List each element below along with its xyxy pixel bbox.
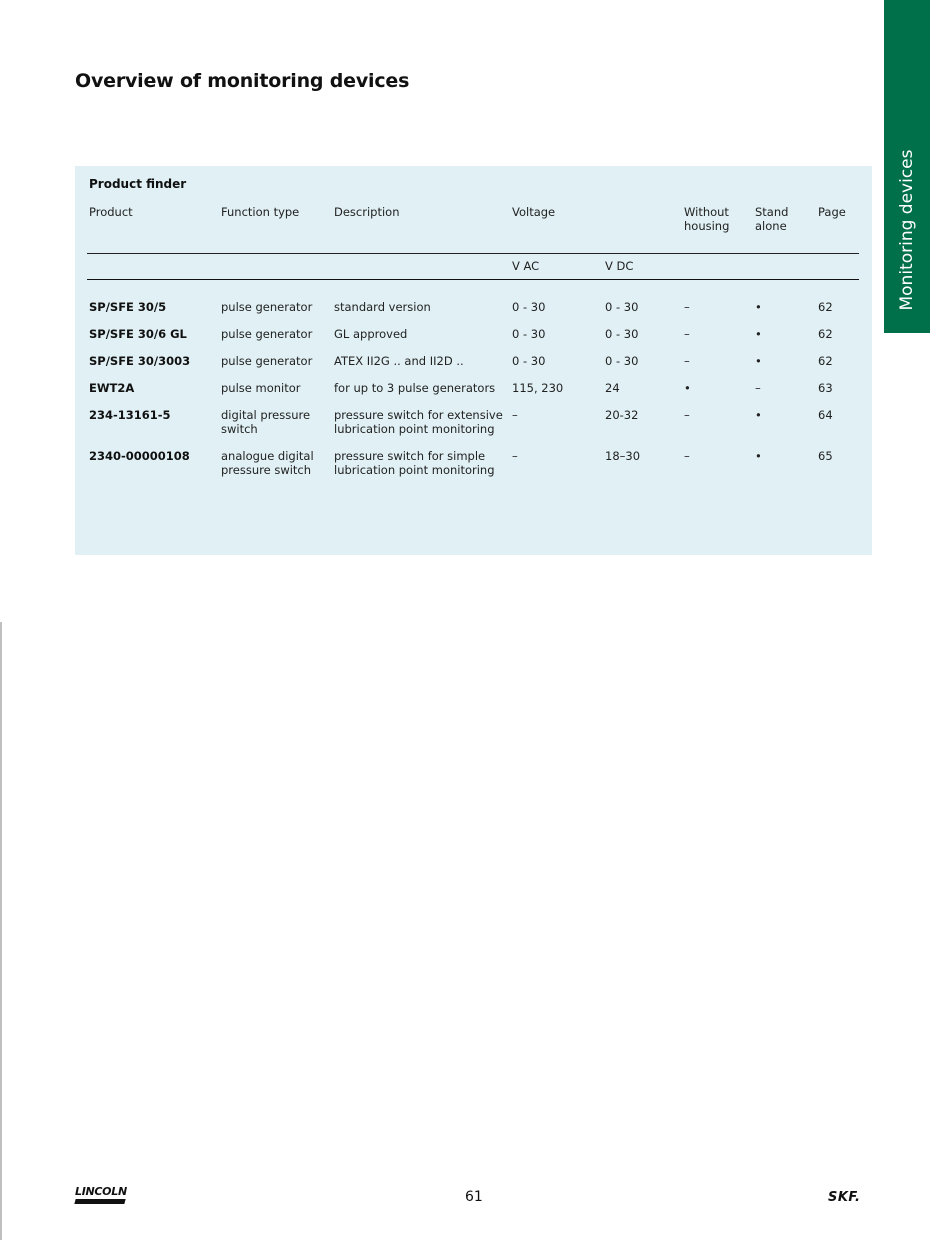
header-page: Page bbox=[818, 205, 846, 219]
row-page: 62 bbox=[818, 327, 833, 341]
header-stand-alone-line1: Stand bbox=[755, 205, 789, 219]
row-function-type: pulse generator bbox=[221, 327, 313, 341]
row-stand-alone: • bbox=[755, 327, 762, 341]
row-stand-alone: • bbox=[755, 408, 762, 422]
header-voltage: Voltage bbox=[512, 205, 556, 219]
row-function-type-line2: switch bbox=[221, 422, 258, 436]
row-product: 2340-00000108 bbox=[89, 449, 190, 463]
section-tab bbox=[884, 0, 930, 333]
row-function-type: pulse monitor bbox=[221, 381, 301, 395]
row-page: 63 bbox=[818, 381, 833, 395]
row-stand-alone: • bbox=[755, 354, 762, 368]
row-stand-alone: • bbox=[755, 449, 762, 463]
row-without-housing: – bbox=[684, 449, 690, 463]
row-vac: 115, 230 bbox=[512, 381, 564, 395]
row-vac: – bbox=[512, 408, 518, 422]
lincoln-logo-text: LINCOLN bbox=[75, 1185, 127, 1198]
header-without-housing-line1: Without bbox=[684, 205, 729, 219]
header-stand-alone-line2: alone bbox=[755, 219, 787, 233]
row-vac: 0 - 30 bbox=[512, 354, 546, 368]
row-page: 62 bbox=[818, 354, 833, 368]
row-vdc: 0 - 30 bbox=[605, 327, 639, 341]
row-vdc: 18–30 bbox=[605, 449, 641, 463]
header-bottom-rule bbox=[87, 279, 859, 280]
row-stand-alone: – bbox=[755, 381, 761, 395]
row-vac: 0 - 30 bbox=[512, 300, 546, 314]
row-stand-alone: • bbox=[755, 300, 762, 314]
row-vac: 0 - 30 bbox=[512, 327, 546, 341]
row-function-type-line2: pressure switch bbox=[221, 463, 312, 477]
row-page: 62 bbox=[818, 300, 833, 314]
page-title: Overview of monitoring devices bbox=[75, 70, 410, 92]
row-function-type: pulse generator bbox=[221, 354, 313, 368]
row-vdc: 0 - 30 bbox=[605, 300, 639, 314]
row-page: 65 bbox=[818, 449, 833, 463]
row-description: pressure switch for extensive bbox=[334, 408, 503, 422]
row-description: GL approved bbox=[334, 327, 408, 341]
row-vdc: 20-32 bbox=[605, 408, 639, 422]
header-function-type: Function type bbox=[221, 205, 300, 219]
row-without-housing: – bbox=[684, 300, 690, 314]
row-product: 234-13161-5 bbox=[89, 408, 171, 422]
row-product: SP/SFE 30/6 GL bbox=[89, 327, 187, 341]
product-finder-title: Product finder bbox=[89, 177, 187, 191]
header-vdc: V DC bbox=[605, 259, 634, 273]
row-without-housing: – bbox=[684, 327, 690, 341]
page-number: 61 bbox=[465, 1189, 483, 1205]
lincoln-logo bbox=[75, 1185, 127, 1204]
row-vdc: 24 bbox=[605, 381, 620, 395]
row-without-housing: • bbox=[684, 381, 691, 395]
skf-logo: SKF. bbox=[828, 1190, 861, 1205]
product-finder-table bbox=[75, 166, 872, 555]
header-vac: V AC bbox=[512, 259, 540, 273]
row-vac: – bbox=[512, 449, 518, 463]
row-product: SP/SFE 30/3003 bbox=[89, 354, 191, 368]
row-product: SP/SFE 30/5 bbox=[89, 300, 167, 314]
row-page: 64 bbox=[818, 408, 833, 422]
header-divider bbox=[87, 253, 859, 254]
page-edge bbox=[0, 622, 2, 1240]
header-product: Product bbox=[89, 205, 133, 219]
lincoln-logo-bar bbox=[74, 1199, 125, 1204]
row-product: EWT2A bbox=[89, 381, 135, 395]
section-tab-label: Monitoring devices bbox=[897, 149, 917, 311]
row-function-type: digital pressure bbox=[221, 408, 311, 422]
header-without-housing-line2: housing bbox=[684, 219, 730, 233]
row-description: pressure switch for simple bbox=[334, 449, 486, 463]
row-without-housing: – bbox=[684, 408, 690, 422]
row-function-type: analogue digital bbox=[221, 449, 314, 463]
row-description: standard version bbox=[334, 300, 431, 314]
header-description: Description bbox=[334, 205, 400, 219]
row-without-housing: – bbox=[684, 354, 690, 368]
row-description-line2: lubrication point monitoring bbox=[334, 463, 495, 477]
row-description-line2: lubrication point monitoring bbox=[334, 422, 495, 436]
row-function-type: pulse generator bbox=[221, 300, 313, 314]
row-description: ATEX II2G .. and II2D .. bbox=[334, 354, 464, 368]
row-vdc: 0 - 30 bbox=[605, 354, 639, 368]
row-description: for up to 3 pulse generators bbox=[334, 381, 496, 395]
